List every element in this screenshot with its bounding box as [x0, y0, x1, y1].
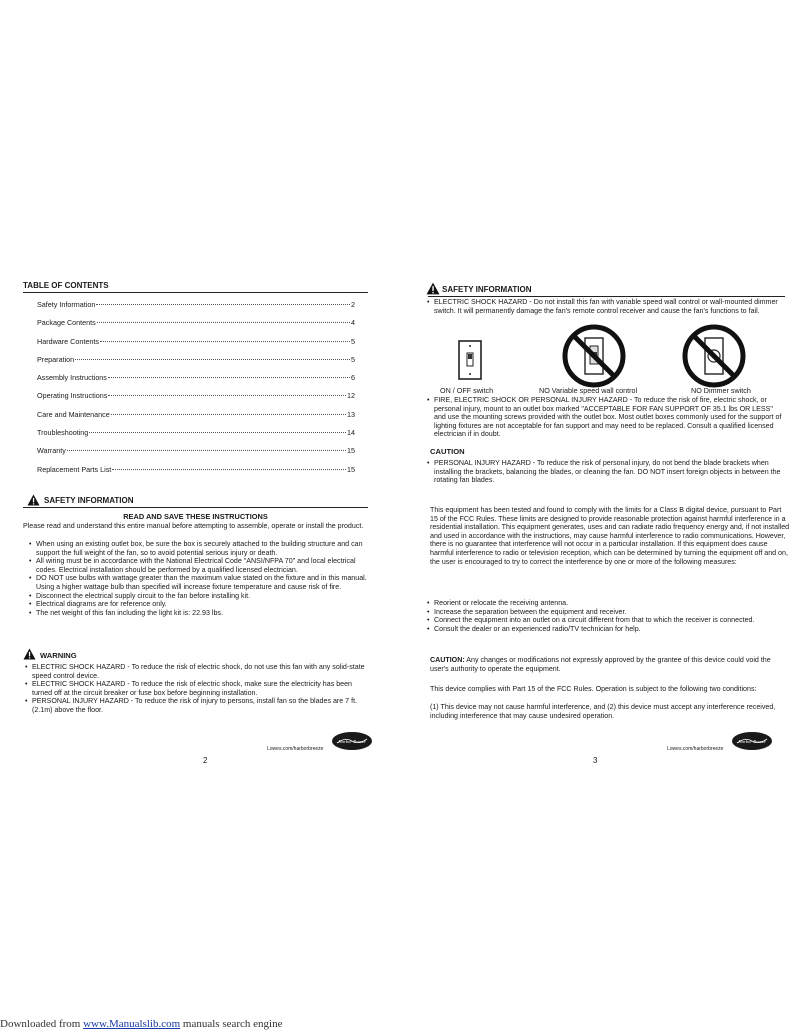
- toc-leader-dots: [96, 304, 350, 305]
- toc-leader-dots: [67, 450, 346, 451]
- logo-text: Harbor Breeze: [338, 739, 366, 744]
- toc-entry-label: Troubleshooting: [37, 428, 89, 438]
- fcc-measure: • Connect the equipment into an outlet on a circuit different from that to which the receiver is connected.: [425, 616, 775, 625]
- fcc-compliance: This device complies with Part 15 of the FCC Rules. Operation is subject to the following two conditions:: [430, 685, 757, 693]
- toc-leader-dots: [108, 395, 346, 396]
- toc-entry: [37, 410, 355, 428]
- safety-heading: SAFETY INFORMATION: [428, 285, 785, 297]
- website-url: Lowes.com/harborbreeze: [667, 746, 724, 752]
- toc-entry-label: Safety Information: [37, 300, 96, 309]
- no-dimmer-switch-label: NO Dimmer switch: [691, 386, 751, 395]
- footer-suffix: manuals search engine: [180, 1018, 283, 1030]
- shock-hazard-text: • ELECTRIC SHOCK HAZARD - Do not install this fan with variable speed wall control or wall-mounted dimmer switch. It will permanently damage the fan's remote control receiver and cause the fan's functions to fail.: [425, 298, 783, 315]
- warning-heading: WARNING: [40, 651, 77, 660]
- download-footer: [0, 1018, 282, 1030]
- fire-hazard-list: [425, 396, 783, 439]
- safety-bullet: • DO NOT use bulbs with wattage greater than the maximum value stated on the fixture and in this manual. Using a higher wattage bulb than specified will increase fixture temperature and cause risk of fire.: [27, 574, 372, 591]
- toc-entry-page: 4: [351, 318, 355, 328]
- toc-entry-page: 14: [347, 428, 355, 438]
- page-number: 3: [593, 756, 598, 765]
- harbor-breeze-logo: [731, 731, 773, 751]
- toc-list: [37, 300, 355, 483]
- toc-entry: [37, 465, 355, 483]
- fcc-measures-list: [425, 599, 775, 633]
- toc-entry-label: Preparation: [37, 354, 75, 364]
- toc-leader-dots: [111, 414, 346, 415]
- safety-bullet: • When using an existing outlet box, be sure the box is securely attached to the building structure and can support the full weight of the fan, so to avoid potential serious injury or death.: [27, 540, 372, 557]
- fcc-measure: • Reorient or relocate the receiving antenna.: [425, 599, 775, 608]
- toc-leader-dots: [108, 377, 350, 378]
- warning-bullets: [23, 663, 373, 715]
- no-variable-speed-label: NO Variable speed wall control: [539, 386, 638, 395]
- safety-bullets: [27, 540, 372, 617]
- toc-entry: [37, 337, 355, 355]
- logo-text: Harbor Breeze: [738, 739, 766, 744]
- website-url: Lowes.com/harborbreeze: [267, 746, 324, 752]
- no-variable-speed-control-icon: [562, 324, 626, 388]
- toc-leader-dots: [112, 469, 346, 470]
- toc-entry-label: Package Contents: [37, 318, 96, 328]
- safety-bullet: • Disconnect the electrical supply circuit to the fan before installing kit.: [27, 592, 372, 601]
- safety-bullet: • All wiring must be in accordance with the National Electrical Code "ANSI/NFPA 70" and local electrical codes. Electrical installation should be performed by a qualified licensed electrician.: [27, 557, 372, 574]
- toc-entry: [37, 373, 355, 391]
- caution-text: • PERSONAL INJURY HAZARD - To reduce the risk of personal injury, do not bend the blade brackets when installing the brackets, balancing the blades, or cleaning the fan. DO NOT insert foreign objects in between the rotating fan blades.: [425, 459, 783, 485]
- fcc-conditions: (1) This device may not cause harmful interference, and (2) this device must accept any interference received, including interference that may cause undesired operation.: [430, 703, 776, 720]
- no-dimmer-switch-icon: [682, 324, 746, 388]
- fcc-caution-label: CAUTION:: [430, 656, 465, 664]
- toc-entry: [37, 318, 355, 336]
- manualslib-link[interactable]: www.Manualslib.com: [83, 1018, 181, 1030]
- safety-heading: SAFETY INFORMATION: [23, 496, 368, 508]
- toc-entry-page: 13: [347, 409, 355, 419]
- fire-hazard-text: • FIRE, ELECTRIC SHOCK OR PERSONAL INJURY HAZARD - To reduce the risk of fire, electric shock, or personal injury, mount to an outlet box marked "ACCEPTABLE FOR FAN SUPPORT OF 35.1 lbs OR LESS" and use the mounting screws provided with the outlet box. Most outlet boxes commonly used for the support of lighting fixtures are not acceptable for fan support and may need to be replaced. Consult a qualified licensed electrician if in doubt.: [425, 396, 783, 439]
- warning-bullet: • ELECTRIC SHOCK HAZARD - To reduce the risk of electric shock, make sure the electricity has been turned off at the circuit breaker or fuse box before beginning installation.: [23, 680, 373, 697]
- on-off-switch-icon: [458, 340, 482, 380]
- page-number: 2: [203, 756, 208, 765]
- toc-leader-dots: [89, 432, 346, 433]
- toc-entry-page: 5: [351, 336, 355, 346]
- safety-intro: Please read and understand this entire manual before attempting to assemble, operate or install the product.: [23, 522, 364, 530]
- toc-entry: [37, 300, 355, 318]
- toc-entry-label: Care and Maintenance: [37, 409, 110, 419]
- caution-list: [425, 459, 783, 485]
- toc-entry-page: 2: [351, 300, 355, 309]
- read-save-subheading: READ AND SAVE THESE INSTRUCTIONS: [123, 512, 268, 521]
- toc-entry-label: Assembly Instructions: [37, 373, 107, 383]
- safety-bullet: • The net weight of this fan including the light kit is: 22.93 lbs.: [27, 609, 372, 618]
- toc-entry: [37, 391, 355, 409]
- on-off-switch-label: ON / OFF switch: [440, 386, 494, 395]
- toc-entry-page: 15: [347, 446, 355, 456]
- safety-bullet: • Electrical diagrams are for reference only.: [27, 600, 372, 609]
- fcc-caution: [430, 656, 790, 673]
- warning-triangle-icon: [23, 648, 36, 660]
- harbor-breeze-logo: [331, 731, 373, 751]
- toc-entry: [37, 355, 355, 373]
- footer-prefix: Downloaded from: [0, 1018, 84, 1030]
- toc-entry-page: 15: [347, 464, 355, 474]
- fcc-measure: • Consult the dealer or an experienced radio/TV technician for help.: [425, 625, 775, 634]
- toc-entry: [37, 428, 355, 446]
- toc-leader-dots: [75, 359, 350, 360]
- toc-entry-label: Replacement Parts List: [37, 464, 112, 474]
- toc-title: TABLE OF CONTENTS: [23, 281, 368, 293]
- fcc-measure: • Increase the separation between the equipment and receiver.: [425, 608, 775, 617]
- toc-entry-label: Operating Instructions: [37, 391, 108, 401]
- shock-hazard-list: [425, 298, 783, 315]
- fcc-caution-text: Any changes or modifications not expressly approved by the grantee of this device could void the user's authority to operate the equipment.: [430, 656, 771, 673]
- warning-bullet: • ELECTRIC SHOCK HAZARD - To reduce the risk of electric shock, do not use this fan with any solid-state speed control device.: [23, 663, 373, 680]
- toc-entry: [37, 446, 355, 464]
- caution-heading: CAUTION: [430, 447, 465, 456]
- toc-entry-label: Hardware Contents: [37, 336, 99, 346]
- toc-entry-page: 5: [351, 354, 355, 364]
- toc-entry-page: 12: [347, 391, 355, 401]
- toc-entry-page: 6: [351, 373, 355, 383]
- toc-leader-dots: [97, 322, 350, 323]
- warning-bullet: • PERSONAL INJURY HAZARD - To reduce the risk of injury to persons, install fan so the blades are 7 ft. (2.1m) above the floor.: [23, 697, 373, 714]
- fcc-paragraph: This equipment has been tested and found to comply with the limits for a Class B digital device, pursuant to Part 15 of the FCC Rules. These limits are designed to provide reasonable protection against harmful interference in a residential installation. This equipment generates, uses and can radiate radio frequency energy and, if not installed and used in accordance with the instructions, may cause harmful interference to radio communications. However, there is no guarantee that interference will not occur in a particular installation. If this equipment does cause harmful interference to radio or television reception, which can be determined by turning the equipment off and on, the user is encouraged to try to correct the interference by one or more of the following measures:: [430, 506, 790, 566]
- right-page: [400, 0, 800, 1036]
- toc-leader-dots: [100, 341, 350, 342]
- toc-entry-label: Warranty: [37, 446, 66, 456]
